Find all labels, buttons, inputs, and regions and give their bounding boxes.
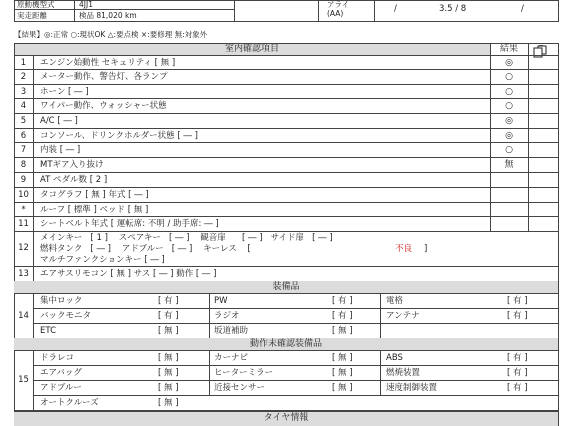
row-no: 13 — [18, 269, 29, 279]
equip-name: 近接センサー — [214, 383, 266, 393]
equip-value: [ 無 ] — [158, 326, 179, 336]
unchecked-header: 動作未確認装備品 — [249, 339, 322, 349]
equip-value: [ 有 ] — [158, 311, 179, 321]
row-item: シートベルト年式 [ 運転席: 不明 / 助手席: ― ] — [40, 219, 219, 229]
keys-line-1: メインキー [ 1 ] スペアキー [ ― ] 観音扉 [ ― ] サイド扉 [ ― ] — [40, 233, 333, 243]
equip-value: [ 無 ] — [332, 368, 353, 378]
engine-model-label: 原動機型式 — [17, 0, 55, 9]
equip-value: [ 有 ] — [507, 311, 528, 321]
interior-header: 室内確認項目 — [224, 44, 279, 54]
row-result: 無 — [504, 160, 514, 170]
equip-value: [ 無 ] — [332, 383, 353, 393]
alignment-slash-1: / — [394, 4, 397, 14]
row-item: エアサスリモコン [ 無 ] サス [ ― ] 動作 [ ― ] — [40, 269, 217, 279]
row-result: ○ — [505, 72, 513, 82]
equip-name: カーナビ — [214, 353, 249, 363]
row-no: 12 — [18, 243, 29, 253]
engine-model-value: 4JJ1 — [79, 0, 93, 9]
equip-value: [ 有 ] — [158, 296, 179, 306]
equip-name: ドラレコ — [40, 353, 75, 363]
row-item: メーター動作、警告灯、各ランプ — [40, 72, 168, 82]
keys-line-3: マルチファンクションキー [ ― ] — [40, 255, 165, 265]
equip-value: [ 有 ] — [507, 296, 528, 306]
tire-header: タイヤ情報 — [263, 413, 309, 423]
equip-value: [ 有 ] — [507, 353, 528, 363]
equip-value: [ 無 ] — [158, 398, 179, 408]
row-no: 5 — [20, 116, 27, 126]
equipment-header: 装備品 — [272, 282, 300, 292]
row-no: 4 — [20, 101, 27, 111]
row-result: ○ — [505, 87, 513, 97]
mileage-value: 検品 81,020 km — [79, 11, 137, 20]
keyless-bracket: ] — [424, 244, 428, 254]
row-no: * — [21, 205, 26, 215]
equip-value: [ 有 ] — [507, 383, 528, 393]
mileage-label: 実走距離 — [17, 11, 47, 20]
row-item: 内装 [ ― ] — [40, 145, 81, 155]
row-no: 15 — [18, 375, 29, 385]
row-result: ○ — [505, 101, 513, 111]
row-result: ◎ — [505, 58, 513, 68]
equip-name: バックモニタ — [40, 311, 92, 321]
keyless-status: 不良 — [395, 244, 413, 254]
alignment-label: アライ (AA) — [327, 0, 350, 18]
equip-name: ラジオ — [214, 311, 240, 321]
equip-name: アンテナ — [386, 311, 420, 321]
equip-name: 電格 — [386, 296, 404, 306]
row-no: 14 — [18, 311, 29, 321]
equip-value: [ 有 ] — [507, 368, 528, 378]
equip-value: [ 無 ] — [332, 326, 353, 336]
row-no: 1 — [20, 58, 27, 68]
equip-name: アドブルー — [40, 383, 82, 393]
equip-name: ヒーターミラー — [214, 368, 274, 378]
row-item: A/C [ ― ] — [40, 116, 78, 126]
row-item: ワイパー動作、ウォッシャー状態 — [40, 101, 167, 111]
row-result: ○ — [505, 145, 513, 155]
alignment-value: 3.5 / 8 — [439, 4, 467, 14]
row-no: 6 — [20, 131, 27, 141]
equip-value: [ 無 ] — [158, 368, 179, 378]
row-item: エンジン始動性 セキュリティ [ 無 ] — [40, 58, 176, 68]
equip-name: ABS — [386, 353, 403, 363]
row-item: ホーン [ ― ] — [40, 87, 89, 97]
row-no: 11 — [18, 219, 29, 229]
row-no: 7 — [20, 145, 27, 155]
equip-name: オートクルーズ — [40, 398, 99, 408]
result-legend: 【結果】◎:正常 ○:現状OK △:要点検 ×:要修理 無:対象外 — [14, 30, 208, 39]
row-no: 9 — [20, 175, 27, 185]
row-no: 2 — [20, 72, 27, 82]
row-result: ◎ — [505, 131, 513, 141]
row-result: ◎ — [505, 116, 513, 126]
equip-value: [ 有 ] — [332, 311, 353, 321]
row-item: ルーフ [ 標準 ] ベッド [ 無 ] — [40, 205, 149, 215]
alignment-slash-2: / — [521, 4, 524, 14]
equip-name: 速度制御装置 — [386, 383, 438, 393]
row-no: 8 — [20, 160, 27, 170]
row-item: コンソール、ドリンクホルダー状態 [ ― ] — [40, 131, 198, 141]
row-no: 3 — [20, 87, 27, 97]
equip-name: 坂道補助 — [214, 326, 249, 336]
result-header: 結果 — [499, 44, 518, 54]
equip-name: エアバッグ — [40, 368, 82, 378]
row-item: タコグラフ [ 無 ] 年式 [ ― ] — [40, 190, 149, 200]
equip-name: 燃焼装置 — [386, 368, 421, 378]
equip-value: [ 有 ] — [332, 296, 353, 306]
equip-value: [ 無 ] — [158, 383, 179, 393]
equip-name: ETC — [40, 326, 56, 336]
equip-value: [ 無 ] — [158, 353, 179, 363]
equip-name: PW — [214, 296, 228, 306]
row-item: AT ペダル数 [ 2 ] — [40, 175, 108, 185]
row-no: 10 — [18, 190, 29, 200]
row-item: MTギア入り抜け — [40, 160, 104, 170]
keys-line-2: 燃料タンク [ ― ] アドブルー [ ― ] キーレス [ — [40, 244, 251, 254]
equip-name: 集中ロック — [40, 296, 83, 306]
equip-value: [ 無 ] — [332, 353, 353, 363]
